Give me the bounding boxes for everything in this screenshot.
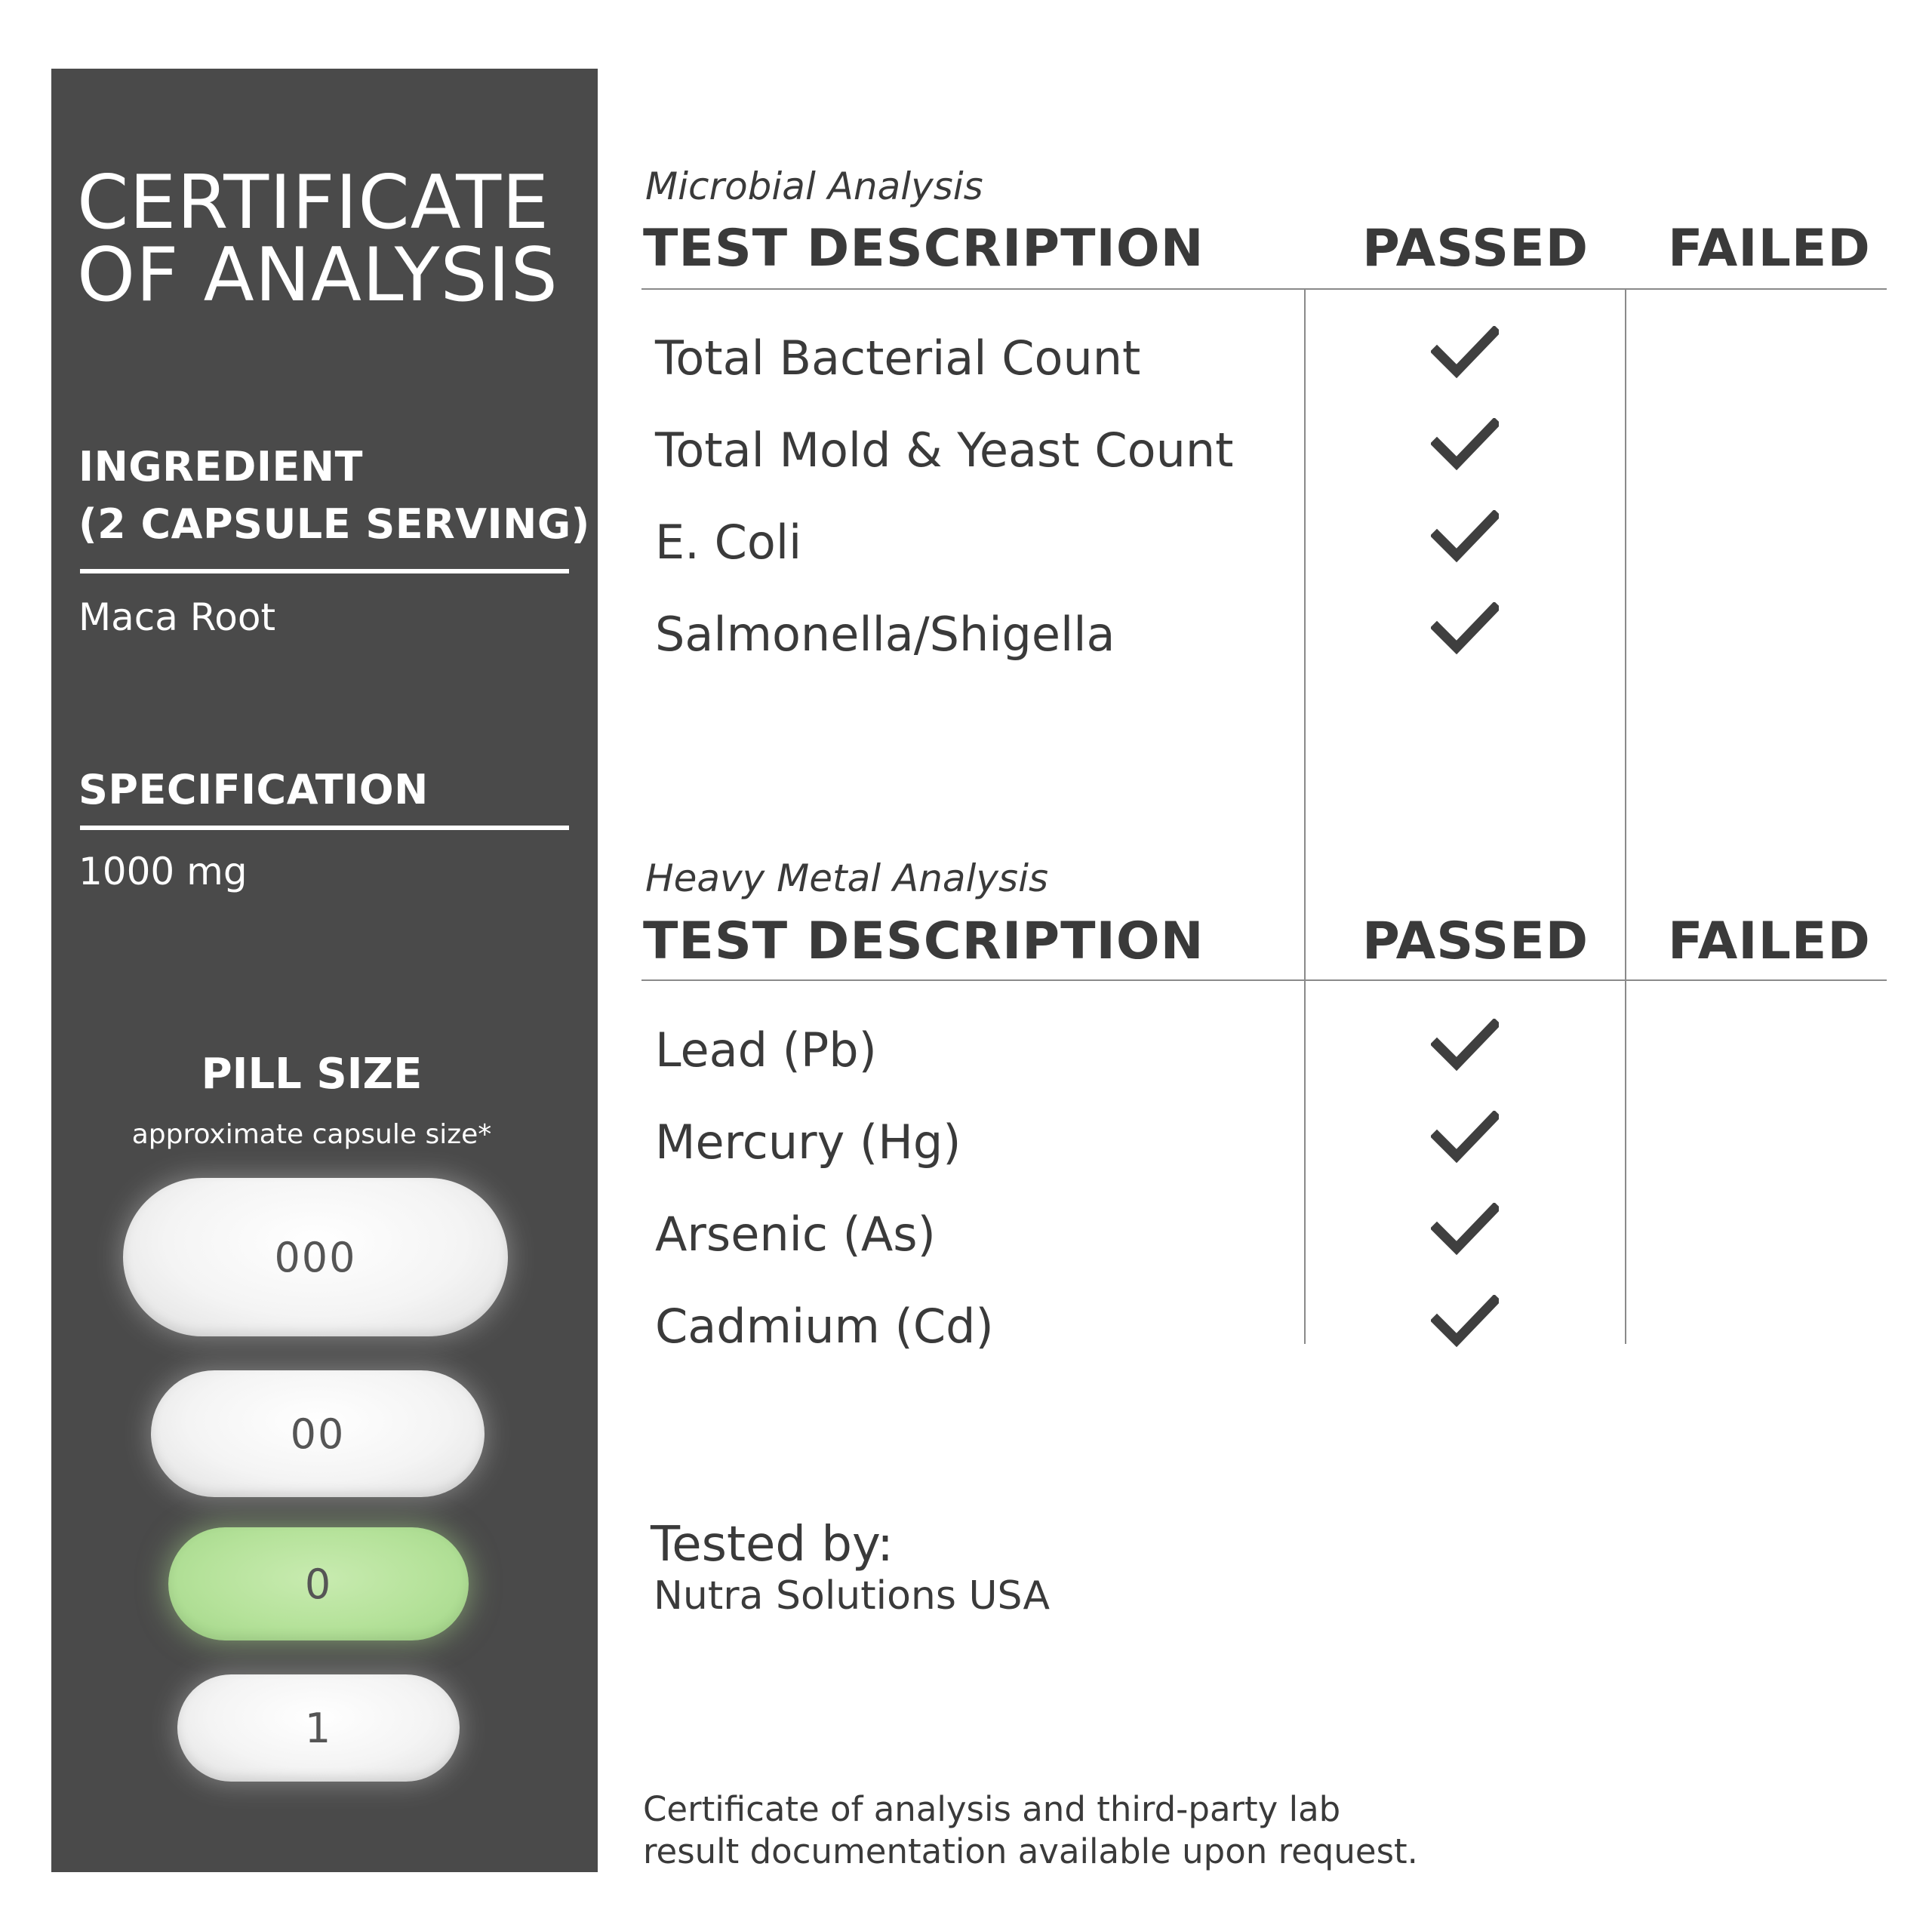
heavy-metal-row-label: Arsenic (As): [655, 1207, 936, 1262]
footnote: [643, 1788, 1549, 1873]
ingredient-value: Maca Root: [78, 595, 276, 639]
specification-label-text: SPECIFICATION: [78, 766, 429, 813]
ingredient-label-line-2: (2 CAPSULE SERVING): [78, 500, 590, 548]
heavy-metal-col-passed: PASSED: [1362, 912, 1589, 971]
capsule-size-00: [151, 1370, 485, 1497]
column-divider-failed: [1625, 289, 1626, 1344]
capsule-size-000: [123, 1178, 508, 1336]
capsule-label: 00: [290, 1410, 346, 1458]
check-icon: [1431, 1295, 1499, 1348]
heavy-metal-row-label: Mercury (Hg): [655, 1115, 961, 1170]
capsule-label: 0: [304, 1560, 333, 1608]
capsule-size-1: [177, 1674, 460, 1782]
heavy-metal-header-rule: [641, 979, 1887, 981]
microbial-row-label: Total Bacterial Count: [655, 331, 1141, 386]
microbial-col-failed: FAILED: [1668, 219, 1871, 278]
check-icon: [1431, 1203, 1499, 1256]
capsule-label: 1: [304, 1704, 333, 1752]
microbial-row-label: E. Coli: [655, 515, 802, 570]
pill-size-title: PILL SIZE: [201, 1050, 423, 1099]
microbial-row-label: Salmonella/Shigella: [655, 607, 1115, 662]
sidebar-panel: [51, 69, 598, 1872]
check-icon: [1431, 326, 1499, 379]
footnote-line-2: result documentation available upon request.: [643, 1831, 1418, 1871]
heavy-metal-caption: Heavy Metal Analysis: [645, 856, 1049, 900]
check-icon: [1431, 1111, 1499, 1164]
heavy-metal-col-description: TEST DESCRIPTION: [643, 912, 1204, 971]
specification-value: 1000 mg: [78, 850, 248, 893]
check-icon: [1431, 510, 1499, 563]
microbial-caption: Microbial Analysis: [645, 165, 983, 208]
check-icon: [1431, 602, 1499, 655]
microbial-row-label: Total Mold & Yeast Count: [655, 423, 1234, 478]
capsule-label: 000: [274, 1233, 357, 1281]
microbial-col-passed: PASSED: [1362, 219, 1589, 278]
ingredient-divider: [80, 569, 569, 573]
tested-by-value: Nutra Solutions USA: [654, 1573, 1051, 1619]
specification-divider: [80, 826, 569, 830]
ingredient-label: [78, 438, 590, 553]
specification-label: [78, 761, 429, 819]
certificate-title: [77, 160, 590, 318]
footnote-line-1: Certificate of analysis and third-party lab: [643, 1789, 1341, 1829]
title-line-1: CERTIFICATE: [77, 160, 549, 246]
heavy-metal-row-label: Lead (Pb): [655, 1022, 877, 1078]
column-divider-passed: [1304, 289, 1306, 1344]
heavy-metal-row-label: Cadmium (Cd): [655, 1299, 994, 1354]
title-line-2: OF ANALYSIS: [77, 232, 558, 318]
check-icon: [1431, 1019, 1499, 1072]
microbial-header-rule: [641, 288, 1887, 290]
microbial-col-description: TEST DESCRIPTION: [643, 219, 1204, 278]
capsule-size-0-selected: [168, 1527, 469, 1640]
tested-by-label: Tested by:: [651, 1517, 894, 1573]
heavy-metal-col-failed: FAILED: [1668, 912, 1871, 971]
pill-size-subtitle: approximate capsule size*: [131, 1119, 492, 1150]
check-icon: [1431, 418, 1499, 471]
ingredient-label-line-1: INGREDIENT: [78, 443, 363, 490]
